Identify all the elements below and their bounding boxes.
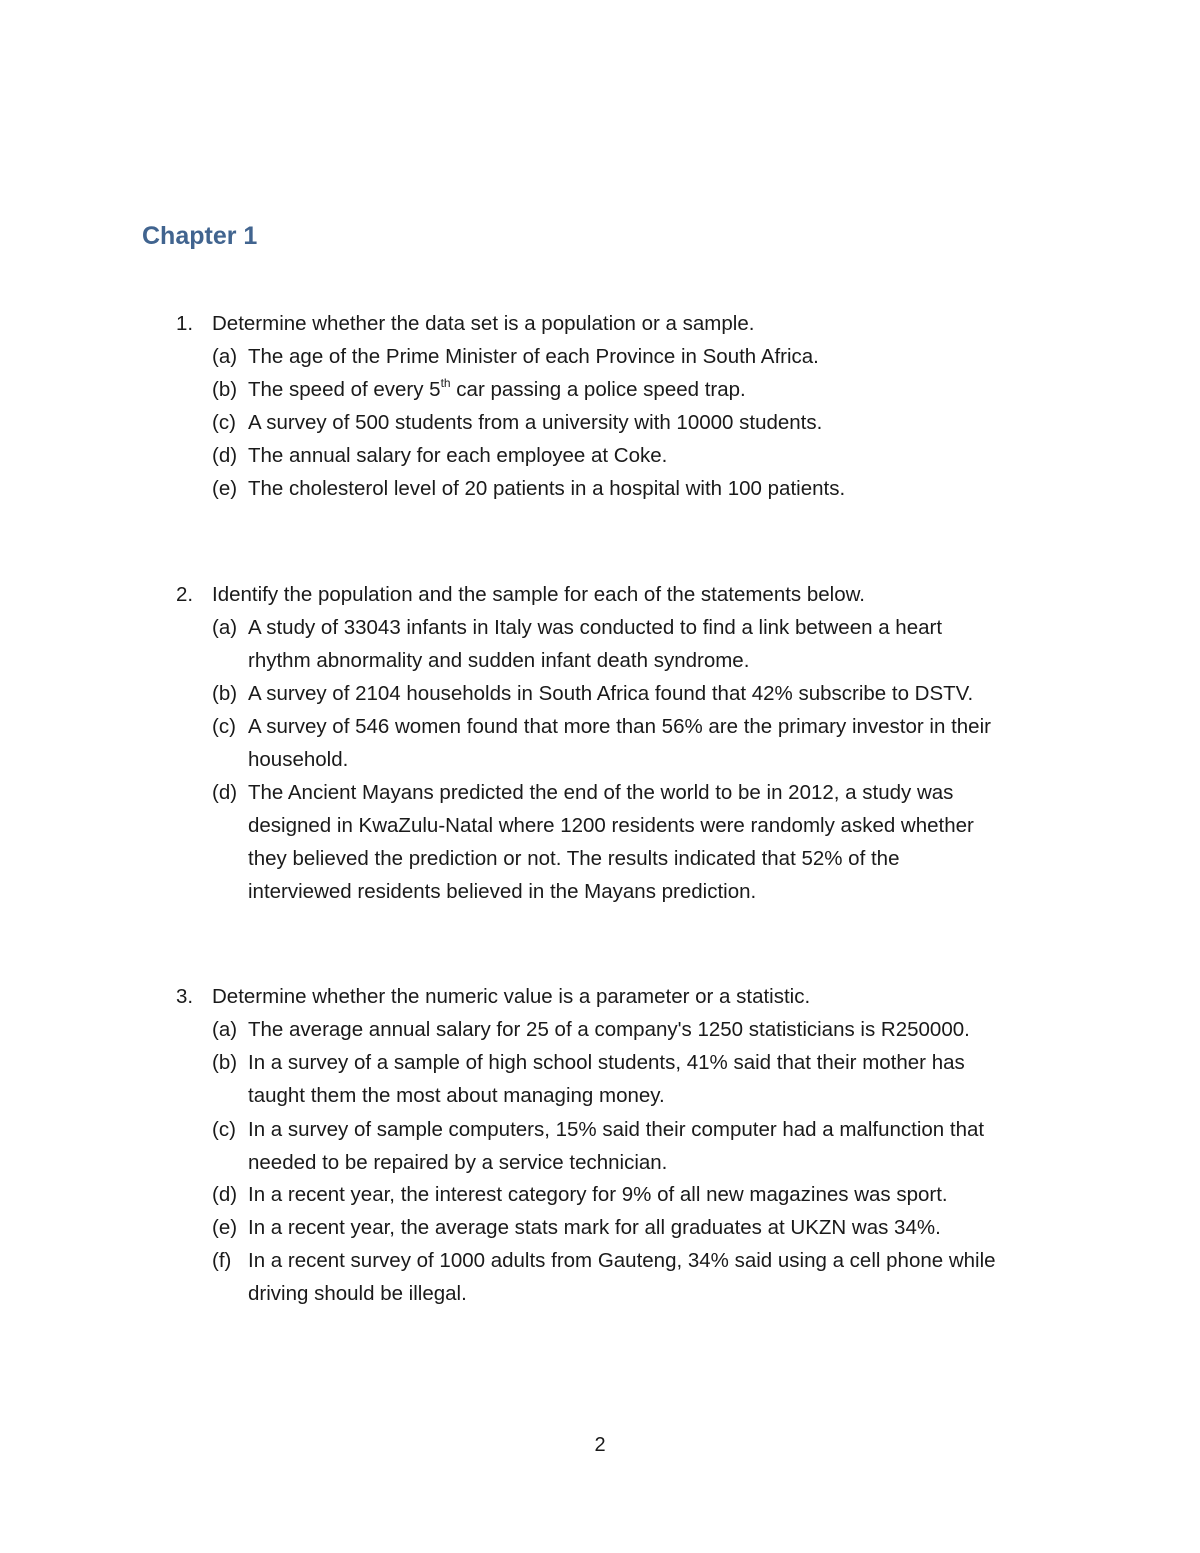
list-item xyxy=(212,406,1052,439)
question-number: 2. xyxy=(176,583,194,606)
ordinal-superscript: th xyxy=(440,376,451,390)
page-number: 2 xyxy=(594,1434,606,1456)
item-label: (b) xyxy=(212,1051,238,1074)
item-text: In a survey of sample computers, 15% said their computer had a malfunction that xyxy=(248,1118,985,1141)
item-label: (d) xyxy=(212,444,238,467)
item-text: A survey of 546 women found that more than 56% are the primary investor in their xyxy=(248,715,991,738)
list-item xyxy=(212,1211,1052,1244)
list-item xyxy=(212,710,1052,776)
item-label: (e) xyxy=(212,477,238,500)
item-label: (b) xyxy=(212,378,238,401)
item-text: driving should be illegal. xyxy=(248,1282,467,1305)
item-text: The average annual salary for 25 of a company's 1250 statisticians is R250000. xyxy=(248,1018,970,1041)
item-text: A survey of 500 students from a university with 10000 students. xyxy=(248,411,823,434)
item-text: rhythm abnormality and sudden infant death syndrome. xyxy=(248,649,750,672)
item-label: (e) xyxy=(212,1216,238,1239)
question-text: Determine whether the data set is a population or a sample. xyxy=(212,312,755,335)
list-item xyxy=(212,1013,1052,1046)
list-item xyxy=(212,472,1052,505)
item-text: A survey of 2104 households in South Africa found that 42% subscribe to DSTV. xyxy=(248,682,974,705)
item-text: they believed the prediction or not. The results indicated that 52% of the xyxy=(248,847,900,870)
question-number: 1. xyxy=(176,312,194,335)
list-item xyxy=(212,439,1052,472)
item-text xyxy=(248,373,1052,406)
list-item xyxy=(212,1113,1052,1179)
question-text: Identify the population and the sample for each of the statements below. xyxy=(212,583,866,606)
list-item xyxy=(212,776,1052,908)
item-text: In a survey of a sample of high school students, 41% said that their mother has xyxy=(248,1051,965,1074)
list-item xyxy=(212,677,1052,710)
item-label: (c) xyxy=(212,1118,236,1141)
item-text: In a recent survey of 1000 adults from Gauteng, 34% said using a cell phone while xyxy=(248,1249,996,1272)
item-text: The age of the Prime Minister of each Province in South Africa. xyxy=(248,345,819,368)
item-text: The cholesterol level of 20 patients in a hospital with 100 patients. xyxy=(248,477,846,500)
list-item xyxy=(212,1178,1052,1211)
list-item xyxy=(212,611,1052,677)
list-item xyxy=(212,1244,1052,1310)
item-label: (c) xyxy=(212,715,236,738)
list-item xyxy=(212,373,1052,406)
item-text-part: car passing a police speed trap. xyxy=(450,378,746,401)
question-text: Determine whether the numeric value is a parameter or a statistic. xyxy=(212,985,811,1008)
item-label: (c) xyxy=(212,411,236,434)
item-label: (d) xyxy=(212,1183,238,1206)
item-text: needed to be repaired by a service technician. xyxy=(248,1151,668,1174)
item-label: (a) xyxy=(212,1018,238,1041)
item-text: taught them the most about managing money. xyxy=(248,1084,665,1107)
item-label: (a) xyxy=(212,345,238,368)
item-text: household. xyxy=(248,748,349,771)
item-text-part: The speed of every 5 xyxy=(248,378,441,401)
item-label: (b) xyxy=(212,682,238,705)
item-text: designed in KwaZulu-Natal where 1200 residents were randomly asked whether xyxy=(248,814,974,837)
item-text: A study of 33043 infants in Italy was conducted to find a link between a heart xyxy=(248,616,943,639)
list-item xyxy=(212,1046,1052,1112)
item-text: In a recent year, the average stats mark for all graduates at UKZN was 34%. xyxy=(248,1216,941,1239)
item-label: (d) xyxy=(212,781,238,804)
item-text: In a recent year, the interest category for 9% of all new magazines was sport. xyxy=(248,1183,948,1206)
item-label: (f) xyxy=(212,1249,232,1272)
item-text: The Ancient Mayans predicted the end of the world to be in 2012, a study was xyxy=(248,781,954,804)
question-number: 3. xyxy=(176,985,194,1008)
item-text: The annual salary for each employee at Coke. xyxy=(248,444,668,467)
chapter-title: Chapter 1 xyxy=(142,222,258,250)
item-text: interviewed residents believed in the Mayans prediction. xyxy=(248,880,757,903)
item-label: (a) xyxy=(212,616,238,639)
list-item xyxy=(212,340,1052,373)
